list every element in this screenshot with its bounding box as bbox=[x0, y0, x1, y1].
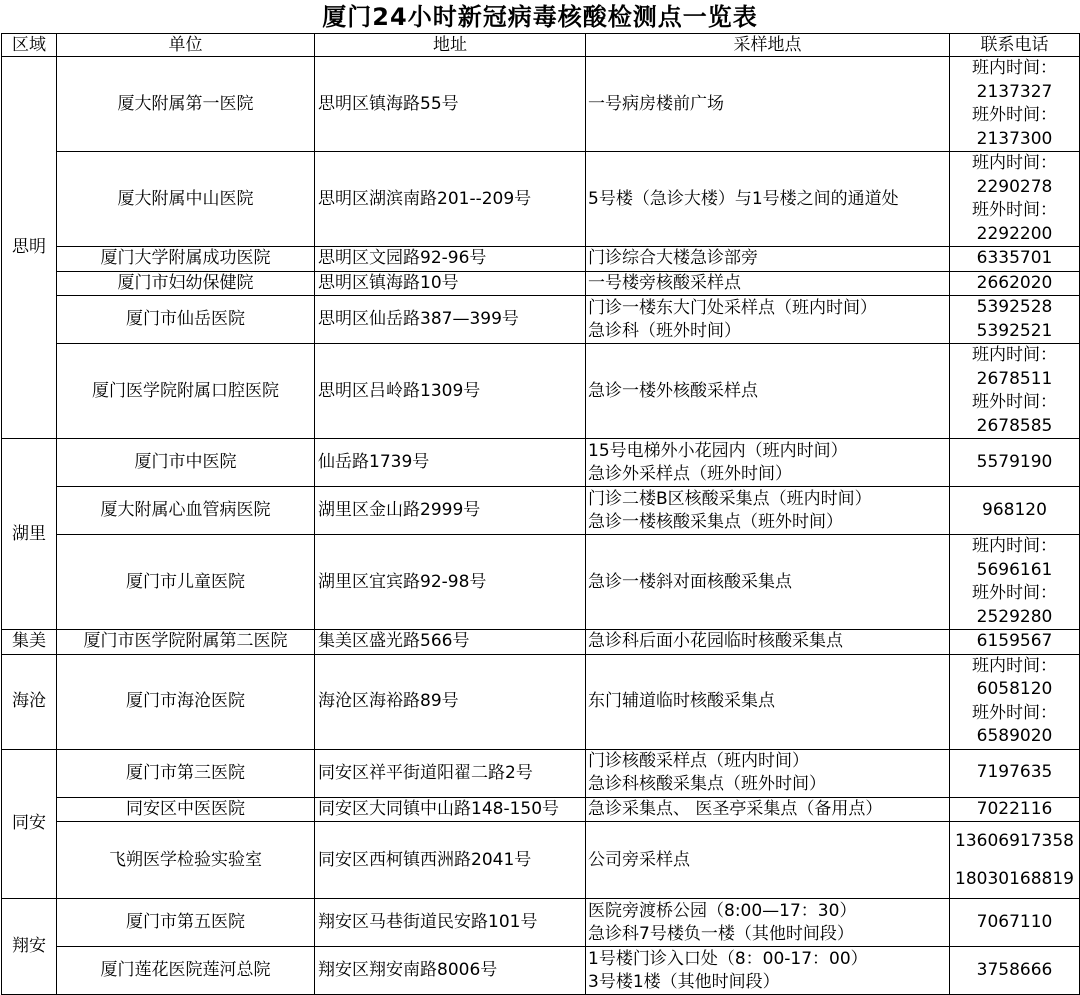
site-cell: 一号楼旁核酸采样点 bbox=[586, 271, 950, 296]
header-unit: 单位 bbox=[57, 34, 315, 57]
table-row bbox=[2, 439, 1080, 487]
table-row bbox=[2, 271, 1080, 296]
unit-cell: 同安区中医医院 bbox=[57, 797, 315, 822]
address-cell: 海沧区海裕路89号 bbox=[315, 654, 586, 749]
address-cell: 同安区西柯镇西洲路2041号 bbox=[315, 822, 586, 899]
address-cell: 思明区仙岳路387—399号 bbox=[315, 296, 586, 344]
address-cell: 同安区大同镇中山路148-150号 bbox=[315, 797, 586, 822]
district-cell: 海沧 bbox=[2, 654, 57, 749]
address-cell: 湖里区宜宾路92-98号 bbox=[315, 535, 586, 630]
district-cell: 集美 bbox=[2, 630, 57, 655]
phone-cell: 6159567 bbox=[950, 630, 1080, 655]
phone-cell: 7197635 bbox=[950, 749, 1080, 797]
table-row bbox=[2, 535, 1080, 630]
phone-cell: 13606917358 18030168819 bbox=[950, 822, 1080, 899]
phone-cell: 3758666 bbox=[950, 947, 1080, 995]
address-cell: 同安区祥平街道阳翟二路2号 bbox=[315, 749, 586, 797]
district-cell: 翔安 bbox=[2, 899, 57, 995]
site-cell: 急诊一楼斜对面核酸采集点 bbox=[586, 535, 950, 630]
phone-cell: 班内时间： 2137327 班外时间： 2137300 bbox=[950, 57, 1080, 152]
unit-cell: 厦门市第五医院 bbox=[57, 899, 315, 947]
site-cell: 公司旁采样点 bbox=[586, 822, 950, 899]
site-cell: 门诊一楼东大门处采样点（班内时间） 急诊科（班外时间） bbox=[586, 296, 950, 344]
district-cell: 同安 bbox=[2, 749, 57, 899]
site-cell: 1号楼门诊入口处（8：00-17：00） 3号楼1楼（其他时间段） bbox=[586, 947, 950, 995]
unit-cell: 厦门医学院附属口腔医院 bbox=[57, 344, 315, 439]
address-cell: 仙岳路1739号 bbox=[315, 439, 586, 487]
header-row bbox=[2, 34, 1080, 57]
table-row bbox=[2, 797, 1080, 822]
unit-cell: 飞朔医学检验实验室 bbox=[57, 822, 315, 899]
phone-cell: 6335701 bbox=[950, 247, 1080, 272]
site-cell: 急诊一楼外核酸采样点 bbox=[586, 344, 950, 439]
address-cell: 思明区吕岭路1309号 bbox=[315, 344, 586, 439]
unit-cell: 厦门市仙岳医院 bbox=[57, 296, 315, 344]
header-address: 地址 bbox=[315, 34, 586, 57]
district-cell: 思明 bbox=[2, 57, 57, 439]
unit-cell: 厦门市第三医院 bbox=[57, 749, 315, 797]
header-phone: 联系电话 bbox=[950, 34, 1080, 57]
phone-cell: 2662020 bbox=[950, 271, 1080, 296]
phone-cell: 7022116 bbox=[950, 797, 1080, 822]
phone-cell: 班内时间： 2678511 班外时间： 2678585 bbox=[950, 344, 1080, 439]
unit-cell: 厦门市医学院附属第二医院 bbox=[57, 630, 315, 655]
header-site: 采样地点 bbox=[586, 34, 950, 57]
site-cell: 医院旁渡桥公园（8:00—17：30） 急诊科7号楼负一楼（其他时间段） bbox=[586, 899, 950, 947]
site-cell: 门诊核酸采样点（班内时间） 急诊科核酸采集点（班外时间） bbox=[586, 749, 950, 797]
phone-cell: 班内时间： 2290278 班外时间： 2292200 bbox=[950, 152, 1080, 247]
phone-cell: 班内时间： 6058120 班外时间： 6589020 bbox=[950, 654, 1080, 749]
unit-cell: 厦门市妇幼保健院 bbox=[57, 271, 315, 296]
phone-cell: 7067110 bbox=[950, 899, 1080, 947]
address-cell: 集美区盛光路566号 bbox=[315, 630, 586, 655]
phone-cell: 班内时间： 5696161 班外时间： 2529280 bbox=[950, 535, 1080, 630]
site-cell: 东门辅道临时核酸采集点 bbox=[586, 654, 950, 749]
table-row bbox=[2, 899, 1080, 947]
address-cell: 思明区文园路92-96号 bbox=[315, 247, 586, 272]
site-cell: 急诊采集点、 医圣亭采集点（备用点） bbox=[586, 797, 950, 822]
header-district: 区域 bbox=[2, 34, 57, 57]
unit-cell: 厦大附属心血管病医院 bbox=[57, 487, 315, 535]
phone-cell: 968120 bbox=[950, 487, 1080, 535]
address-cell: 翔安区翔安南路8006号 bbox=[315, 947, 586, 995]
testing-sites-table bbox=[1, 33, 1080, 995]
table-row bbox=[2, 152, 1080, 247]
page-title: 厦门24小时新冠病毒核酸检测点一览表 bbox=[322, 3, 758, 31]
site-cell: 门诊综合大楼急诊部旁 bbox=[586, 247, 950, 272]
district-cell: 湖里 bbox=[2, 439, 57, 630]
site-cell: 急诊科后面小花园临时核酸采集点 bbox=[586, 630, 950, 655]
site-cell: 15号电梯外小花园内（班内时间） 急诊外采样点（班外时间） bbox=[586, 439, 950, 487]
table-row bbox=[2, 296, 1080, 344]
site-cell: 5号楼（急诊大楼）与1号楼之间的通道处 bbox=[586, 152, 950, 247]
unit-cell: 厦门莲花医院莲河总院 bbox=[57, 947, 315, 995]
table-row bbox=[2, 487, 1080, 535]
phone-cell: 5579190 bbox=[950, 439, 1080, 487]
table-row bbox=[2, 822, 1080, 899]
phone-cell: 5392528 5392521 bbox=[950, 296, 1080, 344]
unit-cell: 厦大附属第一医院 bbox=[57, 57, 315, 152]
table-row bbox=[2, 654, 1080, 749]
unit-cell: 厦门市儿童医院 bbox=[57, 535, 315, 630]
table-row bbox=[2, 57, 1080, 152]
table-row bbox=[2, 247, 1080, 272]
address-cell: 翔安区马巷街道民安路101号 bbox=[315, 899, 586, 947]
unit-cell: 厦门市中医院 bbox=[57, 439, 315, 487]
table-row bbox=[2, 630, 1080, 655]
site-cell: 一号病房楼前广场 bbox=[586, 57, 950, 152]
table-row bbox=[2, 344, 1080, 439]
address-cell: 湖里区金山路2999号 bbox=[315, 487, 586, 535]
unit-cell: 厦大附属中山医院 bbox=[57, 152, 315, 247]
address-cell: 思明区镇海路55号 bbox=[315, 57, 586, 152]
address-cell: 思明区镇海路10号 bbox=[315, 271, 586, 296]
site-cell: 门诊二楼B区核酸采集点（班内时间） 急诊一楼核酸采集点（班外时间） bbox=[586, 487, 950, 535]
unit-cell: 厦门大学附属成功医院 bbox=[57, 247, 315, 272]
table-row bbox=[2, 947, 1080, 995]
unit-cell: 厦门市海沧医院 bbox=[57, 654, 315, 749]
table-row bbox=[2, 749, 1080, 797]
address-cell: 思明区湖滨南路201--209号 bbox=[315, 152, 586, 247]
